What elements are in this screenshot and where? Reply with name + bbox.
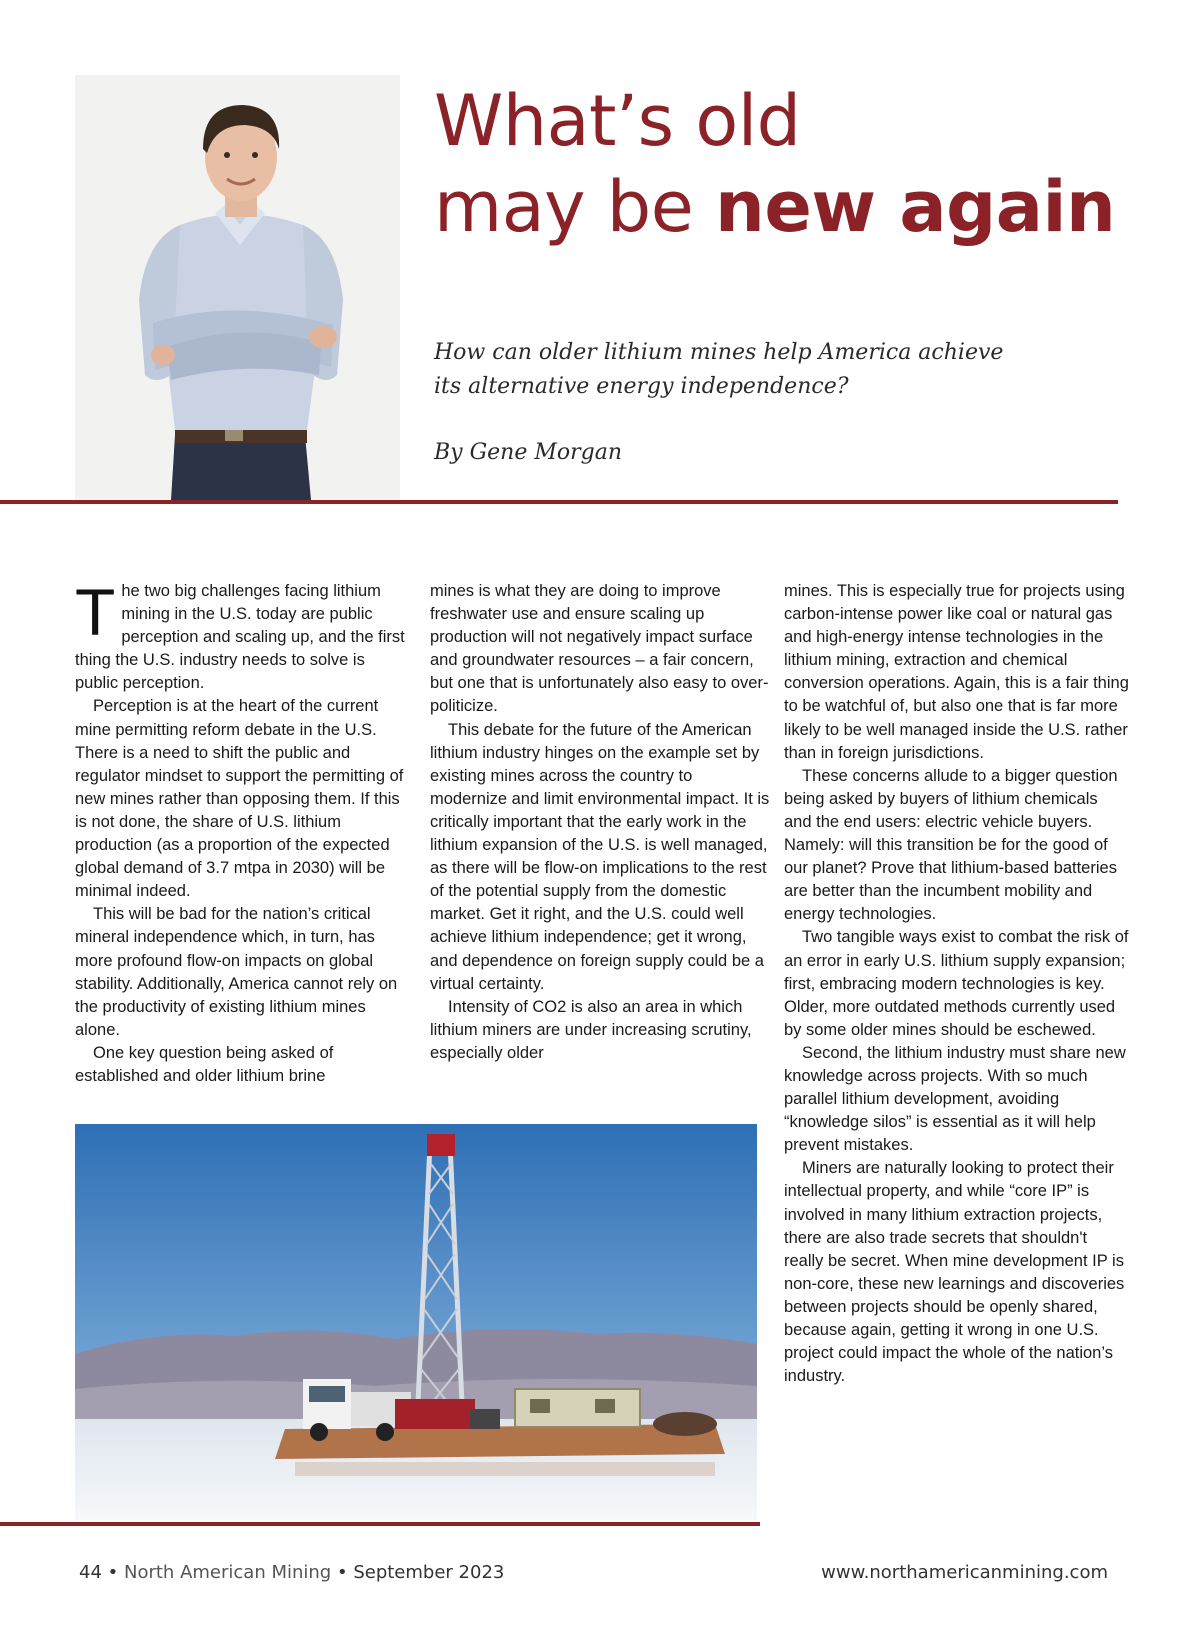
magazine-name: North American Mining	[124, 1562, 332, 1583]
byline: By Gene Morgan	[434, 440, 623, 465]
paragraph	[75, 575, 410, 695]
paragraph: These concerns allude to a bigger question being asked by buyers of lithium chemicals and the end users: electric vehicle buyers. Namely: will this transition be for the good of our planet? Prove that lithium-based batteries are better than the incumbent mobility and energy technologies.	[784, 766, 1118, 924]
paragraph: Perception is at the heart of the current mine permitting reform debate in the U.S. There is a need to shift the public and regulator mindset to support the permitting of new mines rather than opposing them. If this is not done, the share of U.S. lithium production (as a proportion of the expected global demand of 3.7 mtpa in 2030) will be minimal indeed.	[75, 697, 404, 901]
article-headline	[434, 78, 1154, 250]
drop-cap: T	[75, 575, 116, 649]
article-deck	[434, 336, 1134, 404]
headline-line-2-bold: new again	[715, 166, 1116, 248]
paragraph: mines. This is especially true for projects using carbon-intense power like coal or natural gas and high-energy intense technologies in the lithium mining, extraction and chemical conversion operations. Again, this is a fair thing to be watchful of, but also one that is far more likely to be well managed inside the U.S. rather than in foreign jurisdictions.	[784, 582, 1129, 762]
body-column-1	[75, 575, 410, 1088]
footer-publication	[79, 1562, 504, 1583]
paragraph: mines is what they are doing to improve freshwater use and ensure scaling up production will not negatively impact surface and groundwater resources – a fair concern, but one that is unfortunately also easy to over-politicize.	[430, 582, 769, 716]
drilling-rig-illustration	[75, 1124, 757, 1520]
paragraph: Intensity of CO2 is also an area in which lithium miners are under increasing scrutiny, especially older	[430, 997, 752, 1062]
paragraph-text: he two big challenges facing lithium mining in the U.S. today are public perception and scaling up, and the first thing the U.S. industry needs to solve is public perception.	[75, 582, 405, 693]
footer-separator: •	[336, 1562, 348, 1583]
issue-date: September 2023	[353, 1562, 505, 1583]
body-column-3	[784, 580, 1129, 1388]
paragraph: This will be bad for the nation’s critical mineral independence which, in turn, has more profound flow-on impacts on global stability. Additionally, America cannot rely on the productivity of existing lithium mines alone.	[75, 905, 398, 1039]
drilling-rig-photo	[75, 1124, 757, 1520]
paragraph: One key question being asked of established and older lithium brine	[75, 1043, 334, 1085]
deck-line-1: How can older lithium mines help America achieve	[434, 340, 1004, 365]
paragraph: Miners are naturally looking to protect their intellectual property, and while “core IP” is involved in many lithium extraction projects, there are also trade secrets that shouldn't really be secret. When mine development IP is non-core, these new learnings and discoveries between projects should be openly shared, because again, getting it wrong in one U.S. project could impact the whole of the nation’s industry.	[784, 1159, 1125, 1386]
paragraph: Second, the lithium industry must share new knowledge across projects. With so much parallel lithium development, avoiding “knowledge silos” is essential as it will help prevent mistakes.	[784, 1043, 1126, 1155]
footer-divider	[0, 1522, 760, 1526]
headline-line-2-regular: may be	[434, 166, 716, 248]
portrait-illustration	[75, 75, 400, 500]
footer-separator: •	[107, 1562, 119, 1583]
body-column-2	[430, 580, 770, 1065]
paragraph: Two tangible ways exist to combat the risk of an error in early U.S. lithium supply expansion; first, embracing modern technologies is key. Older, more outdated methods currently used by some older mines should be eschewed.	[784, 928, 1129, 1039]
footer-url[interactable]: www.northamericanmining.com	[821, 1562, 1108, 1583]
author-portrait	[75, 75, 400, 500]
headline-line-1: What’s old	[434, 80, 801, 162]
deck-line-2: its alternative energy independence?	[434, 374, 849, 399]
paragraph: This debate for the future of the American lithium industry hinges on the example set by existing mines across the country to modernize and limit environmental impact. It is critically important that the early work in the lithium expansion of the U.S. is well managed, as there will be flow-on implications to the rest of the potential supply from the domestic market. Get it right, and the U.S. could well achieve lithium independence; get it wrong, and dependence on foreign supply could be a virtual certainty.	[430, 720, 770, 993]
page-number: 44	[79, 1562, 102, 1583]
header-divider	[0, 500, 1118, 504]
